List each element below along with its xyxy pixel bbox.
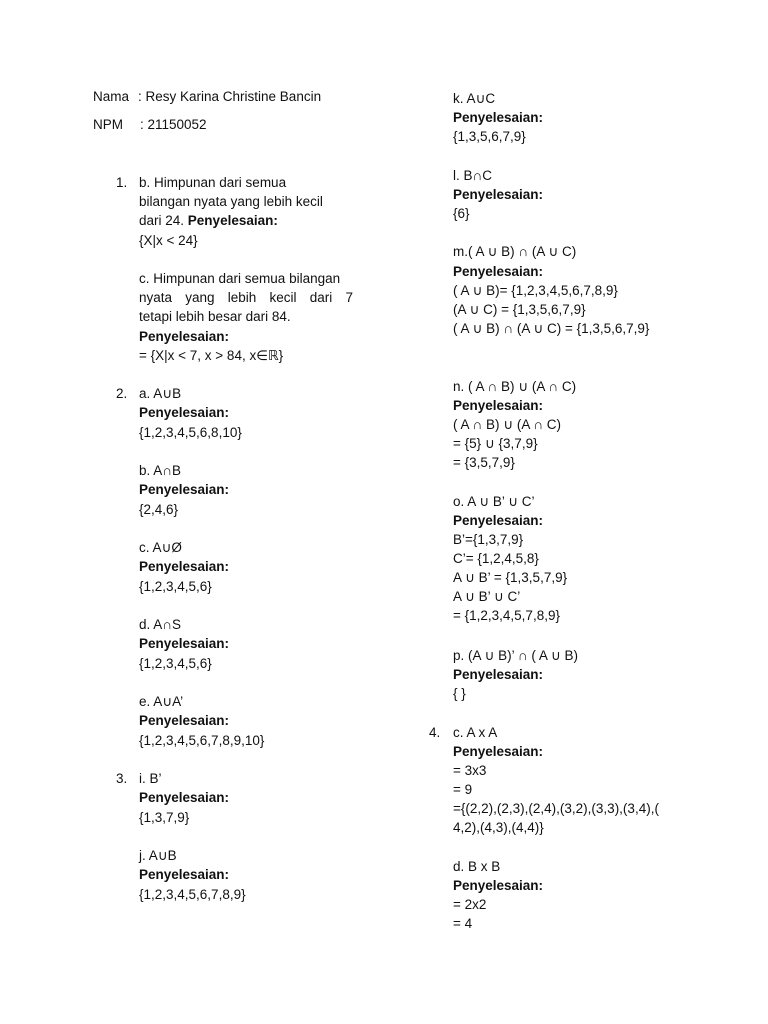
q4-d-title: d. B x B xyxy=(453,859,501,874)
q3-k-solution-label: Penyelesaian: xyxy=(453,110,544,125)
q3-l-answer: {6} xyxy=(453,206,470,221)
q1-b-line2: bilangan nyata yang lebih kecil xyxy=(139,194,323,209)
nama-label: Nama xyxy=(93,89,130,104)
q2-c-title: c. A∪Ø xyxy=(139,540,182,555)
q3-i-title: i. B’ xyxy=(139,771,162,786)
q2-b-answer: {2,4,6} xyxy=(139,502,179,517)
q3-o-line: A ∪ B’ ∪ C’ xyxy=(453,589,521,604)
q3-l-solution-label: Penyelesaian: xyxy=(453,187,544,202)
q3-p-answer: { } xyxy=(453,686,466,701)
q4-d-line: = 4 xyxy=(453,916,473,931)
q4-c-line: ={(2,2),(2,3),(2,4),(3,2),(3,3),(3,4),( xyxy=(453,801,659,816)
q4-c-line: = 9 xyxy=(453,782,473,797)
npm-label: NPM xyxy=(93,117,123,132)
q3-k-title: k. A∪C xyxy=(453,91,496,106)
nama-value: : Resy Karina Christine Bancin xyxy=(138,89,322,104)
q3-l-title: l. B∩C xyxy=(453,168,492,183)
q4-c-line: = 3x3 xyxy=(453,763,487,778)
q3-o-line: B’={1,3,7,9} xyxy=(453,532,524,547)
q3-j-solution-label: Penyelesaian: xyxy=(139,867,230,882)
q1-b-line3 xyxy=(139,211,278,230)
q1-c-answer: = {X|x < 7, x > 84, x∈ℝ} xyxy=(139,348,284,363)
q1-b-line1: b. Himpunan dari semua xyxy=(139,175,287,190)
q3-p-title: p. (A ∪ B)’ ∩ ( A ∪ B) xyxy=(453,648,578,663)
q3-n-line: = {3,5,7,9} xyxy=(453,455,515,470)
q3-n-solution-label: Penyelesaian: xyxy=(453,398,544,413)
q2-e-answer: {1,2,3,4,5,6,7,8,9,10} xyxy=(139,733,265,748)
q2-b-title: b. A∩B xyxy=(139,463,181,478)
q3-o-solution-label: Penyelesaian: xyxy=(453,513,544,528)
q3-n-line: ( A ∩ B) ∪ (A ∩ C) xyxy=(453,417,562,432)
q3-m-line: ( A ∪ B) ∩ (A ∪ C) = {1,3,5,6,7,9} xyxy=(453,321,650,336)
q3-m-line: ( A ∪ B)= {1,2,3,4,5,6,7,8,9} xyxy=(453,283,618,298)
q1-b-answer: {X|x < 24} xyxy=(139,233,198,248)
q2-e-solution-label: Penyelesaian: xyxy=(139,713,230,728)
q1-c-line2: nyata yang lebih kecil dari 7 xyxy=(139,290,353,305)
npm-value: : 21150052 xyxy=(140,117,207,132)
q2-a-solution-label: Penyelesaian: xyxy=(139,405,230,420)
q1-number: 1. xyxy=(116,175,128,190)
q2-c-solution-label: Penyelesaian: xyxy=(139,559,230,574)
q3-o-line: = {1,2,3,4,5,7,8,9} xyxy=(453,608,560,623)
q2-number: 2. xyxy=(116,386,128,401)
q4-c-solution-label: Penyelesaian: xyxy=(453,744,544,759)
q3-m-title: m.( A ∪ B) ∩ (A ∪ C) xyxy=(453,244,577,259)
q3-j-title: j. A∪B xyxy=(139,848,177,863)
q4-c-line: 4,2),(4,3),(4,4)} xyxy=(453,820,544,835)
q2-a-answer: {1,2,3,4,5,6,8,10} xyxy=(139,425,242,440)
q1-c-solution-label: Penyelesaian: xyxy=(139,329,230,344)
q3-m-solution-label: Penyelesaian: xyxy=(453,264,544,279)
q3-n-title: n. ( A ∩ B) ∪ (A ∩ C) xyxy=(453,379,577,394)
q4-c-title: c. A x A xyxy=(453,725,498,740)
q1-b-solution-label: Penyelesaian: xyxy=(187,213,278,228)
q2-e-title: e. A∪A’ xyxy=(139,694,184,709)
q3-o-line: A ∪ B’ = {1,3,5,7,9} xyxy=(453,570,568,585)
q3-k-answer: {1,3,5,6,7,9} xyxy=(453,129,526,144)
q4-d-line: = 2x2 xyxy=(453,897,487,912)
q2-a-title: a. A∪B xyxy=(139,386,182,401)
q3-i-solution-label: Penyelesaian: xyxy=(139,790,230,805)
q4-d-solution-label: Penyelesaian: xyxy=(453,878,544,893)
q1-c-line3: tetapi lebih besar dari 84. xyxy=(139,309,291,324)
q3-number: 3. xyxy=(116,771,128,786)
q2-c-answer: {1,2,3,4,5,6} xyxy=(139,579,212,594)
q1-b-line3-text: dari 24. xyxy=(139,213,185,228)
q2-d-answer: {1,2,3,4,5,6} xyxy=(139,656,212,671)
q3-p-solution-label: Penyelesaian: xyxy=(453,667,544,682)
q2-d-solution-label: Penyelesaian: xyxy=(139,636,230,651)
q2-d-title: d. A∩S xyxy=(139,617,181,632)
q3-n-line: = {5} ∪ {3,7,9} xyxy=(453,436,538,451)
q3-i-answer: {1,3,7,9} xyxy=(139,810,190,825)
q3-m-line: (A ∪ C) = {1,3,5,6,7,9} xyxy=(453,302,586,317)
q3-o-line: C’= {1,2,4,5,8} xyxy=(453,551,539,566)
q3-o-title: o. A ∪ B’ ∪ C’ xyxy=(453,494,535,509)
q3-j-answer: {1,2,3,4,5,6,7,8,9} xyxy=(139,887,246,902)
q2-b-solution-label: Penyelesaian: xyxy=(139,482,230,497)
q4-number: 4. xyxy=(429,725,441,740)
q1-c-line1: c. Himpunan dari semua bilangan xyxy=(139,271,341,286)
